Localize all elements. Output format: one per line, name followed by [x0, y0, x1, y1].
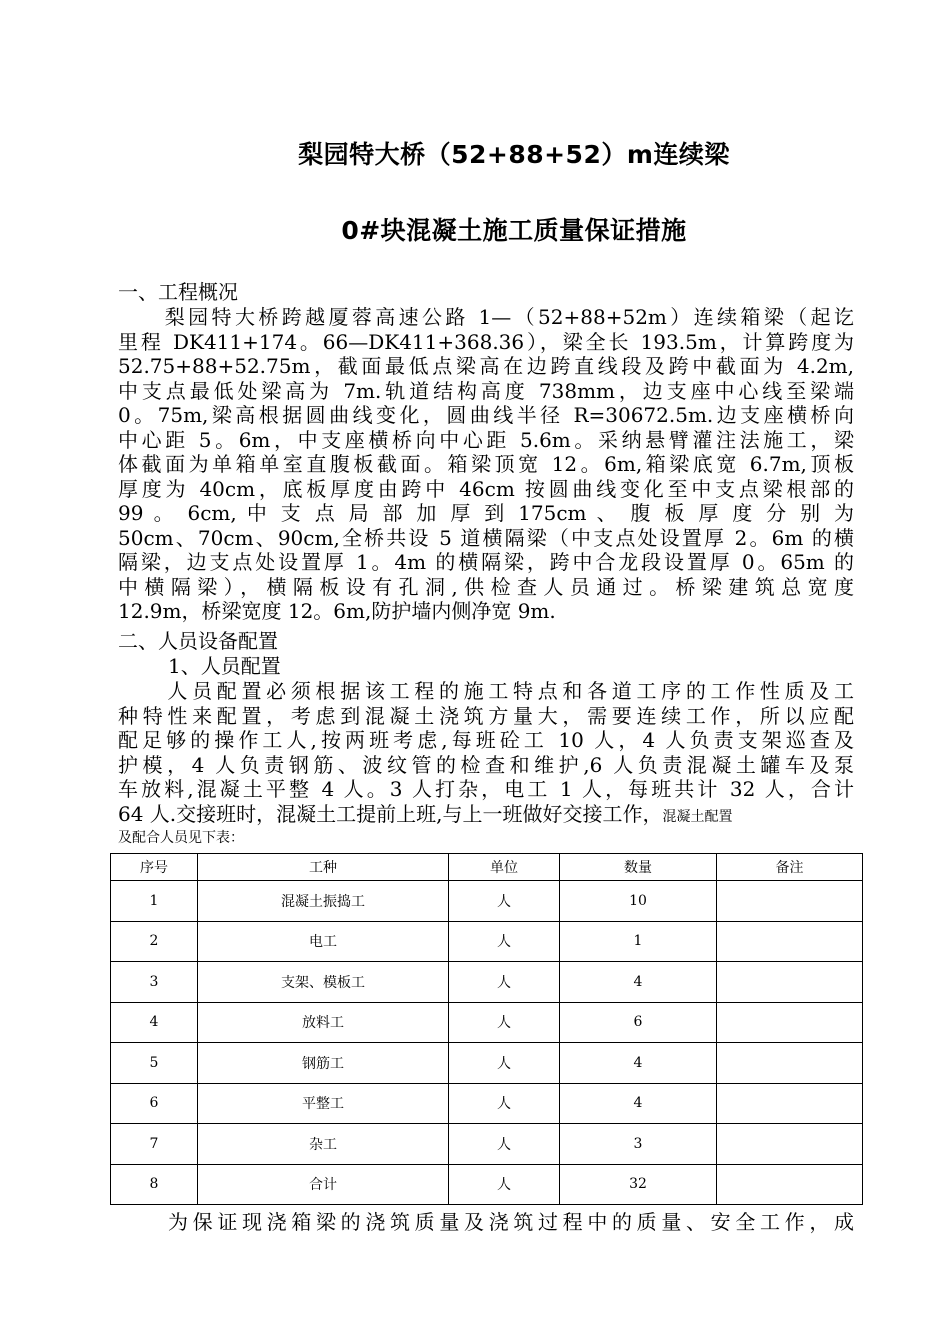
body-line: 人员配置必须根据该工程的施工特点和各道工序的工作性质及工	[118, 679, 854, 703]
table-cell: 钢筋工	[198, 1043, 449, 1084]
table-cell: 2	[111, 921, 198, 962]
section-2-subheading: 1、人员配置	[168, 654, 281, 678]
table-cell: 人	[449, 1083, 560, 1124]
table-cell: 4	[111, 1002, 198, 1043]
body-line: 车放料,混凝土平整 4 人。3 人打杂，电工 1 人，每班共计 32 人，合计	[118, 777, 854, 801]
table-cell: 1	[111, 881, 198, 922]
header-cell: 备注	[717, 854, 863, 881]
table-cell	[717, 1002, 863, 1043]
table-cell: 人	[449, 881, 560, 922]
body-text: 64 人.交接班时，混凝土工提前上班,与上一班做好交接工作，	[118, 801, 663, 826]
table-cell: 平整工	[198, 1083, 449, 1124]
body-line: 护模，4 人负责钢筋、波纹管的检查和维护,6 人负责混凝土罐车及泵	[118, 752, 854, 777]
section-1-body	[118, 305, 854, 624]
table-header-row	[111, 854, 863, 881]
header-cell: 工种	[198, 854, 449, 881]
table-cell	[717, 1164, 863, 1205]
table-cell: 1	[560, 921, 717, 962]
table-cell: 人	[449, 1124, 560, 1165]
table-row	[111, 1083, 863, 1124]
header-cell: 序号	[111, 854, 198, 881]
table-cell: 人	[449, 1002, 560, 1043]
table-cell	[717, 1124, 863, 1165]
table-cell: 人	[449, 1164, 560, 1205]
body-line: 52.75+88+52.75m，截面最低点梁高在边跨直线段及跨中截面为 4.2m,	[118, 354, 854, 378]
body-line: 配足够的操作工人,按两班考虑,每班砼工 10 人，4 人负责支架巡查及	[118, 728, 854, 752]
document-subtitle: 0#块混凝土施工质量保证措施	[341, 216, 687, 245]
table-cell: 10	[560, 881, 717, 922]
table-cell: 6	[560, 1002, 717, 1043]
table-cell: 4	[560, 1043, 717, 1084]
body-line: 0。75m,梁高根据圆曲线变化，圆曲线半径 R=30672.5m.边支座横桥向	[118, 403, 854, 427]
table-row	[111, 962, 863, 1003]
table-row	[111, 1043, 863, 1084]
body-line: 体截面为单箱单室直腹板截面。箱梁顶宽 12。6m,箱梁底宽 6.7m,顶板	[118, 452, 854, 476]
table-cell: 放料工	[198, 1002, 449, 1043]
table-cell: 人	[449, 921, 560, 962]
table-cell	[717, 962, 863, 1003]
table-cell: 5	[111, 1043, 198, 1084]
table-cell	[717, 921, 863, 962]
table-cell: 人	[449, 962, 560, 1003]
table-row	[111, 881, 863, 922]
table-cell: 3	[560, 1124, 717, 1165]
table-cell: 人	[449, 1043, 560, 1084]
body-line: 99 。 6cm, 中 支 点 局 部 加 厚 到 175cm 、 腹 板 厚 度 分 别 为	[118, 501, 854, 525]
document-title: 梨园特大桥（52+88+52）m连续梁	[298, 140, 730, 169]
section-1-heading: 一、工程概况	[118, 280, 238, 304]
body-line: 厚度为 40cm，底板厚度由跨中 46cm 按圆曲线变化至中支点梁根部的	[118, 476, 854, 501]
body-text-small: 混凝土配置	[662, 808, 733, 825]
table-cell: 4	[560, 1083, 717, 1124]
table-cell: 杂工	[198, 1124, 449, 1165]
body-line: 50cm、70cm、90cm,全桥共设 5 道横隔梁（中支点处设置厚 2。6m 的横	[118, 525, 854, 550]
body-line: 隔梁，边支点处设置厚 1。4m 的横隔梁，跨中合龙段设置厚 0。65m 的	[118, 550, 854, 574]
table-cell: 混凝土振捣工	[198, 881, 449, 922]
body-line: 12.9m，桥梁宽度 12。6m,防护墙内侧净宽 9m.	[118, 599, 556, 623]
table-row	[111, 921, 863, 962]
table-cell: 7	[111, 1124, 198, 1165]
header-cell: 数量	[560, 854, 717, 881]
body-line: 里程 DK411+174。66—DK411+368.36），梁全长 193.5m，计算跨度为	[118, 329, 854, 354]
section-2-body	[118, 679, 854, 847]
table-cell	[717, 881, 863, 922]
table-row	[111, 1002, 863, 1043]
table-cell: 支架、模板工	[198, 962, 449, 1003]
table-cell: 电工	[198, 921, 449, 962]
table-cell	[717, 1043, 863, 1084]
closing-paragraph: 为保证现浇箱梁的浇筑质量及浇筑过程中的质量、安全工作，成	[168, 1210, 854, 1234]
body-line: 梨园特大桥跨越厦蓉高速公路 1—（52+88+52m）连续箱梁（起讫	[118, 305, 854, 329]
body-line: 中横隔梁），横隔板设有孔洞,供检查人员通过。桥梁建筑总宽度	[118, 574, 854, 599]
body-line: 中支点最低处梁高为 7m.轨道结构高度 738mm，边支座中心线至梁端	[118, 378, 854, 403]
table-row	[111, 1124, 863, 1165]
section-2-heading: 二、人员设备配置	[118, 629, 278, 653]
table-cell: 32	[560, 1164, 717, 1205]
table-cell: 4	[560, 962, 717, 1003]
header-cell: 单位	[449, 854, 560, 881]
body-line: 中心距 5。6m，中支座横桥向中心距 5.6m。采纳悬臂灌注法施工，梁	[118, 427, 854, 452]
body-line	[118, 802, 854, 830]
table-cell: 合计	[198, 1164, 449, 1205]
table-cell: 8	[111, 1164, 198, 1205]
body-line: 种特性来配置，考虑到混凝土浇筑方量大，需要连续工作，所以应配	[118, 703, 854, 728]
table-row	[111, 1164, 863, 1205]
table-cell: 6	[111, 1083, 198, 1124]
table-cell: 3	[111, 962, 198, 1003]
staff-table	[110, 853, 863, 1205]
body-line-small: 及配合人员见下表：	[118, 830, 244, 846]
table-cell	[717, 1083, 863, 1124]
